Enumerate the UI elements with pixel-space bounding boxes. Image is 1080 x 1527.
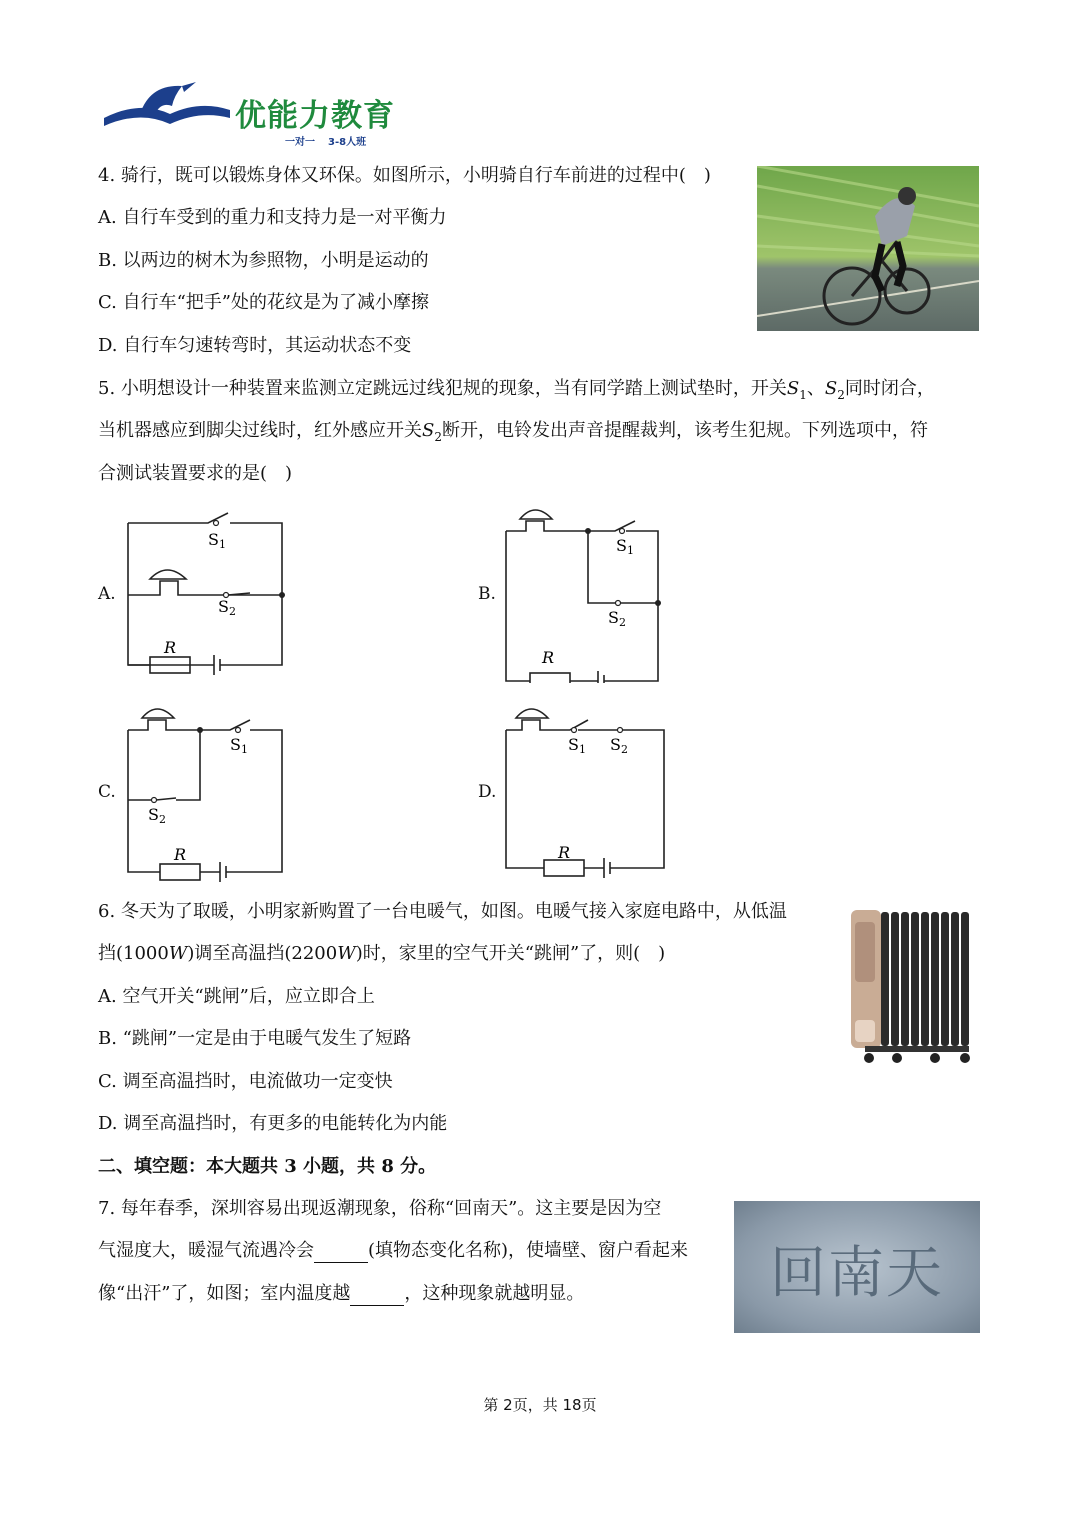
svg-text:2: 2 [159, 813, 166, 826]
q4-option-a: A. 自行车受到的重力和支持力是一对平衡力 [98, 207, 447, 228]
section-2-heading: 二、填空题：本大题共 3 小题，共 8 分。 [98, 1156, 437, 1177]
circuit-b-s1-label [616, 536, 634, 557]
circuit-c-s2-label [148, 805, 166, 826]
circuit-b-r-label: R [542, 648, 555, 667]
q7-line-2: 气湿度大，暖湿气流遇冷会 (填物态变化名称)，使墙壁、窗户看起来 [98, 1240, 689, 1261]
svg-text:2: 2 [621, 743, 628, 756]
svg-text:S: S [568, 735, 579, 754]
logo-tag-class: 3-8人班 [328, 137, 367, 148]
q6-option-b: B. “跳闸”一定是由于电暖气发生了短路 [98, 1028, 412, 1049]
svg-text:1: 1 [579, 743, 586, 756]
circuit-b-s2-label [608, 608, 626, 629]
q7-blank-2[interactable] [350, 1287, 404, 1306]
logo [100, 80, 420, 150]
q5-line-2: 当机器感应到脚尖过线时，红外感应开关$S_2$断开，电铃发出声音提醒裁判，该考生犯规。下列选项中，符 [98, 420, 928, 444]
svg-text:S: S [148, 805, 159, 824]
logo-name: 优能力教育 [235, 98, 395, 134]
q5-option-b-label: B. [478, 584, 496, 604]
circuit-a-r-label: R [164, 638, 177, 657]
q4-option-d: D. 自行车匀速转弯时，其运动状态不变 [98, 335, 412, 356]
svg-text:S: S [616, 536, 627, 555]
q6-line-1: 6. 冬天为了取暖，小明家新购置了一台电暖气，如图。电暖气接入家庭电路中，从低温 [98, 901, 787, 922]
q5-option-c-label: C. [98, 782, 116, 802]
svg-text:S: S [610, 735, 621, 754]
fogged-window-photo [734, 1201, 980, 1333]
svg-text:S: S [608, 608, 619, 627]
q5-line-1: 5. 小明想设计一种装置来监测立定跳远过线犯规的现象，当有同学踏上测试垫时，开关$S_1$、$S_2$同时闭合， [98, 378, 935, 402]
q4-option-c: C. 自行车“把手”处的花纹是为了减小摩擦 [98, 292, 429, 313]
q5-option-a-label: A. [98, 584, 116, 604]
q6-line-2: 挡(1000W)调至高温挡(2200W)时，家里的空气开关“跳闸”了，则( ) [98, 943, 666, 964]
q6-option-c: C. 调至高温挡时，电流做功一定变快 [98, 1071, 393, 1092]
q7-line-1: 7. 每年春季，深圳容易出现返潮现象，俗称“回南天”。这主要是因为空 [98, 1198, 662, 1219]
circuit-a [120, 505, 320, 685]
svg-text:2: 2 [229, 605, 236, 618]
circuit-a-s2-label [218, 597, 236, 618]
svg-text:S: S [218, 597, 229, 616]
svg-text:1: 1 [627, 544, 634, 557]
circuit-b [500, 503, 700, 683]
cyclist-photo [757, 166, 979, 331]
q4-stem: 4. 骑行，既可以锻炼身体又环保。如图所示，小明骑自行车前进的过程中( ) [98, 165, 711, 186]
q7-blank-1[interactable] [314, 1244, 368, 1263]
logo-bird-book-icon [100, 80, 235, 140]
q5-option-d-label: D. [478, 782, 497, 802]
circuit-a-s1-label [208, 530, 226, 551]
logo-tag-1v1: 一对一 [285, 137, 315, 148]
q6-option-a: A. 空气开关“跳闸”后，应立即合上 [98, 986, 375, 1007]
circuit-c-r-label: R [174, 845, 187, 864]
heater-photo [845, 902, 975, 1067]
svg-text:S: S [230, 735, 241, 754]
circuit-d-r-label: R [558, 843, 571, 862]
circuit-d [500, 700, 700, 890]
q4-option-b: B. 以两边的树木为参照物，小明是运动的 [98, 250, 429, 271]
circuit-c-s1-label [230, 735, 248, 756]
svg-text:1: 1 [219, 538, 226, 551]
page-footer: 第 2页，共 18页 [483, 1396, 597, 1414]
q7-line-3: 像“出汗”了，如图；室内温度越 ，这种现象就越明显。 [98, 1283, 585, 1304]
svg-text:1: 1 [241, 743, 248, 756]
q5-line-3: 合测试装置要求的是( ) [98, 463, 293, 484]
circuit-d-s1-label [568, 735, 586, 756]
fogged-window-text: 回南天 [770, 1241, 944, 1306]
q6-option-d: D. 调至高温挡时，有更多的电能转化为内能 [98, 1113, 448, 1134]
circuit-c [120, 700, 320, 890]
svg-text:S: S [208, 530, 219, 549]
circuit-d-s2-label [610, 735, 628, 756]
svg-text:2: 2 [619, 616, 626, 629]
